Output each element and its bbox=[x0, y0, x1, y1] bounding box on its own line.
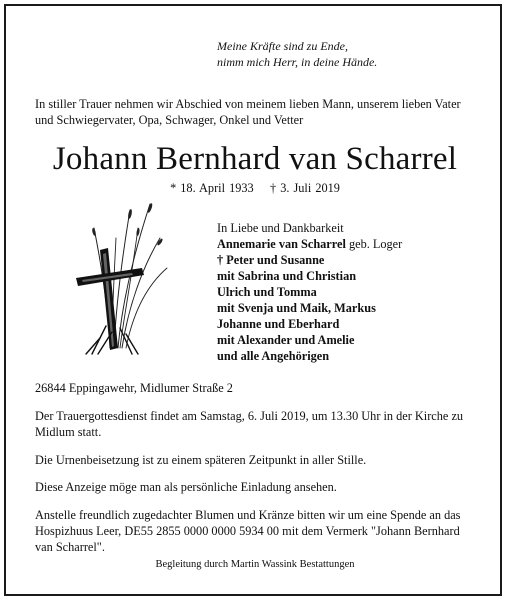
bible-quote bbox=[217, 38, 377, 70]
mourners-list bbox=[217, 220, 402, 364]
funeral-home-credit: Begleitung durch Martin Wassink Bestattungen bbox=[155, 559, 355, 570]
service-info: Der Trauergottesdienst findet am Samstag, 6. Juli 2019, um 13.30 Uhr in der Kirche zu Midlum statt. bbox=[35, 409, 464, 439]
mourners-heading: In Liebe und Dankbarkeit bbox=[217, 221, 344, 235]
mourner-line-5: Johanne und Eberhard bbox=[217, 317, 340, 331]
donation-request: Anstelle freundlich zugedachter Blumen und Kränze bitten wir um eine Spende an das Hospizhuus Leer, DE55 2855 0000 0000 5934 00 mit dem Vermerk "Johann Bernhard van Scharrel". bbox=[35, 508, 461, 554]
intro-text: In stiller Trauer nehmen wir Abschied von meinem lieben Mann, unserem lieben Vater und Schwiegervater, Opa, Schwager, Onkel und Vetter bbox=[35, 97, 461, 127]
mourner-spouse bbox=[217, 236, 402, 252]
mourner-line-1: † Peter und Susanne bbox=[217, 253, 325, 267]
address: 26844 Eppingawehr, Midlumer Straße 2 bbox=[35, 381, 233, 395]
spouse-name: Annemarie van Scharrel bbox=[217, 237, 346, 251]
quote-line-1: Meine Kräfte sind zu Ende, bbox=[217, 39, 348, 53]
urn-burial-info: Die Urnenbeisetzung ist zu einem späteren Zeitpunkt in aller Stille. bbox=[35, 453, 367, 467]
mourner-line-7: und alle Angehörigen bbox=[217, 349, 330, 363]
quote-line-2: nimm mich Herr, in deine Hände. bbox=[217, 55, 378, 69]
spouse-maiden-name: geb. Loger bbox=[345, 237, 403, 251]
mourner-line-3: Ulrich und Tomma bbox=[217, 285, 317, 299]
life-dates: * 18. April 1933 † 3. Juli 2019 bbox=[170, 181, 340, 195]
invitation-note: Diese Anzeige möge man als persönliche Einladung ansehen. bbox=[35, 480, 337, 494]
deceased-name: Johann Bernhard van Scharrel bbox=[52, 141, 458, 177]
mourner-line-2: mit Sabrina und Christian bbox=[217, 269, 357, 283]
cross-with-grass-icon bbox=[72, 198, 172, 358]
mourner-line-4: mit Svenja und Maik, Markus bbox=[217, 301, 376, 315]
mourner-line-6: mit Alexander und Amelie bbox=[217, 333, 355, 347]
